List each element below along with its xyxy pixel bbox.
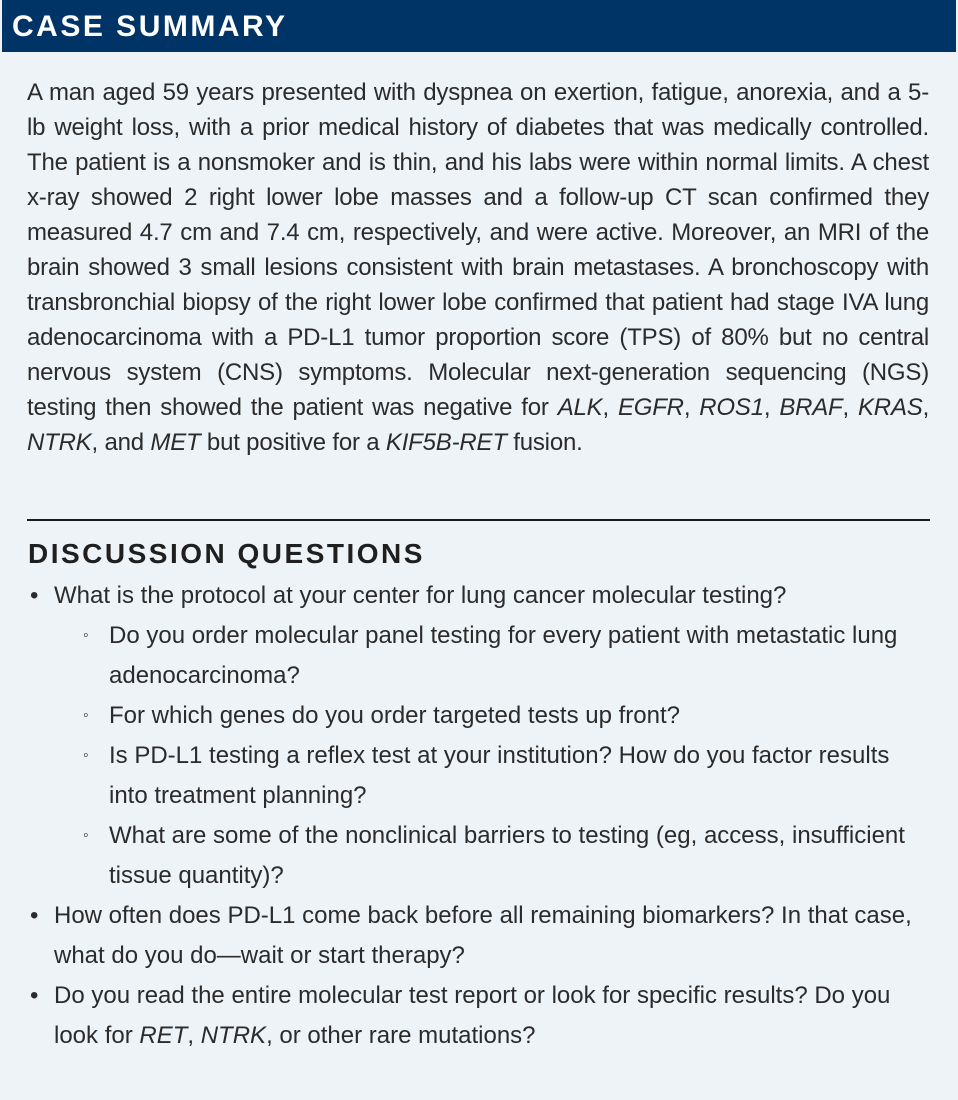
- sub-question-item: [27, 736, 932, 816]
- gene-egfr: EGFR: [617, 394, 684, 421]
- question-text: How often does PD-L1 come back before all remaining biomarkers? In that case, what do you do—wait or start therapy?: [54, 902, 912, 969]
- summary-separator: ,: [683, 394, 700, 421]
- question-item: [27, 576, 932, 616]
- gene-ntrk: NTRK: [27, 429, 92, 456]
- gene-fusion: KIF5B-RET: [385, 429, 507, 456]
- sub-bullet-icon: ◦: [83, 747, 89, 764]
- case-summary-header: [2, 0, 956, 52]
- sub-question-item: [27, 816, 932, 896]
- bullet-icon: •: [30, 982, 39, 1009]
- question-text: [54, 982, 890, 1049]
- sub-bullet-icon: ◦: [83, 707, 89, 724]
- sub-bullet-icon: ◦: [83, 627, 89, 644]
- gene-alk: ALK: [557, 394, 603, 421]
- bullet-icon: •: [30, 582, 39, 609]
- gene-braf: BRAF: [779, 394, 843, 421]
- case-summary-text: [27, 75, 929, 460]
- bullet-icon: •: [30, 902, 39, 929]
- gene-kras: KRAS: [858, 394, 923, 421]
- question-text-part: Do you read the entire molecular test report or look for specific results? Do you look for: [54, 982, 891, 1049]
- gene-ntrk: NTRK: [200, 1022, 267, 1049]
- question-item: [27, 896, 932, 976]
- section-divider: [27, 519, 930, 521]
- case-summary-title: CASE SUMMARY: [12, 10, 288, 43]
- discussion-questions-list: [27, 576, 932, 1056]
- gene-ros1: ROS1: [699, 394, 764, 421]
- summary-text-part1: A man aged 59 years presented with dyspnea on exertion, fatigue, anorexia, and a 5-lb weight loss, with a prior medical history of diabetes that was medically controlled. The patient is a nonsmoker and is thin, and his labs were within normal limits. A chest x-ray showed 2 right lower lobe masses and a follow-up CT scan confirmed they measured 4.7 cm and 7.4 cm, respectively, and were active. Moreover, an MRI of the brain showed 3 small lesions consistent with brain metastases. A bronchoscopy with transbronchial biopsy of the right lower lobe confirmed that patient had stage IVA lung adenocarcinoma with a PD-L1 tumor proportion score (TPS) of 80% but no central nervous system (CNS) symptoms. Molecular next-generation sequencing (NGS) testing then showed the patient was negative for: [27, 79, 929, 421]
- question-separator: ,: [187, 1022, 201, 1049]
- question-text-part: , or other rare mutations?: [266, 1022, 536, 1049]
- summary-text-part3: fusion.: [506, 429, 583, 456]
- summary-separator: ,: [922, 394, 930, 421]
- question-item: [27, 976, 932, 1056]
- summary-separator: ,: [842, 394, 858, 421]
- summary-separator: ,: [763, 394, 780, 421]
- sub-question-item: [27, 616, 932, 696]
- sub-question-text: Is PD-L1 testing a reflex test at your institution? How do you factor results into treatment planning?: [109, 742, 890, 809]
- discussion-questions-title: DISCUSSION QUESTIONS: [28, 538, 425, 569]
- sub-bullet-icon: ◦: [83, 827, 89, 844]
- sub-question-text: What are some of the nonclinical barriers to testing (eg, access, insufficient tissue quantity)?: [109, 822, 905, 889]
- gene-met: MET: [150, 429, 201, 456]
- question-text: What is the protocol at your center for lung cancer molecular testing?: [54, 582, 787, 609]
- summary-separator: , and: [91, 429, 151, 456]
- sub-question-text: Do you order molecular panel testing for every patient with metastatic lung adenocarcinoma?: [109, 622, 898, 689]
- summary-text-part2: but positive for a: [200, 429, 386, 456]
- sub-question-item: [27, 696, 932, 736]
- sub-question-text: For which genes do you order targeted tests up front?: [109, 702, 680, 729]
- gene-ret: RET: [139, 1022, 188, 1049]
- summary-separator: ,: [602, 394, 618, 421]
